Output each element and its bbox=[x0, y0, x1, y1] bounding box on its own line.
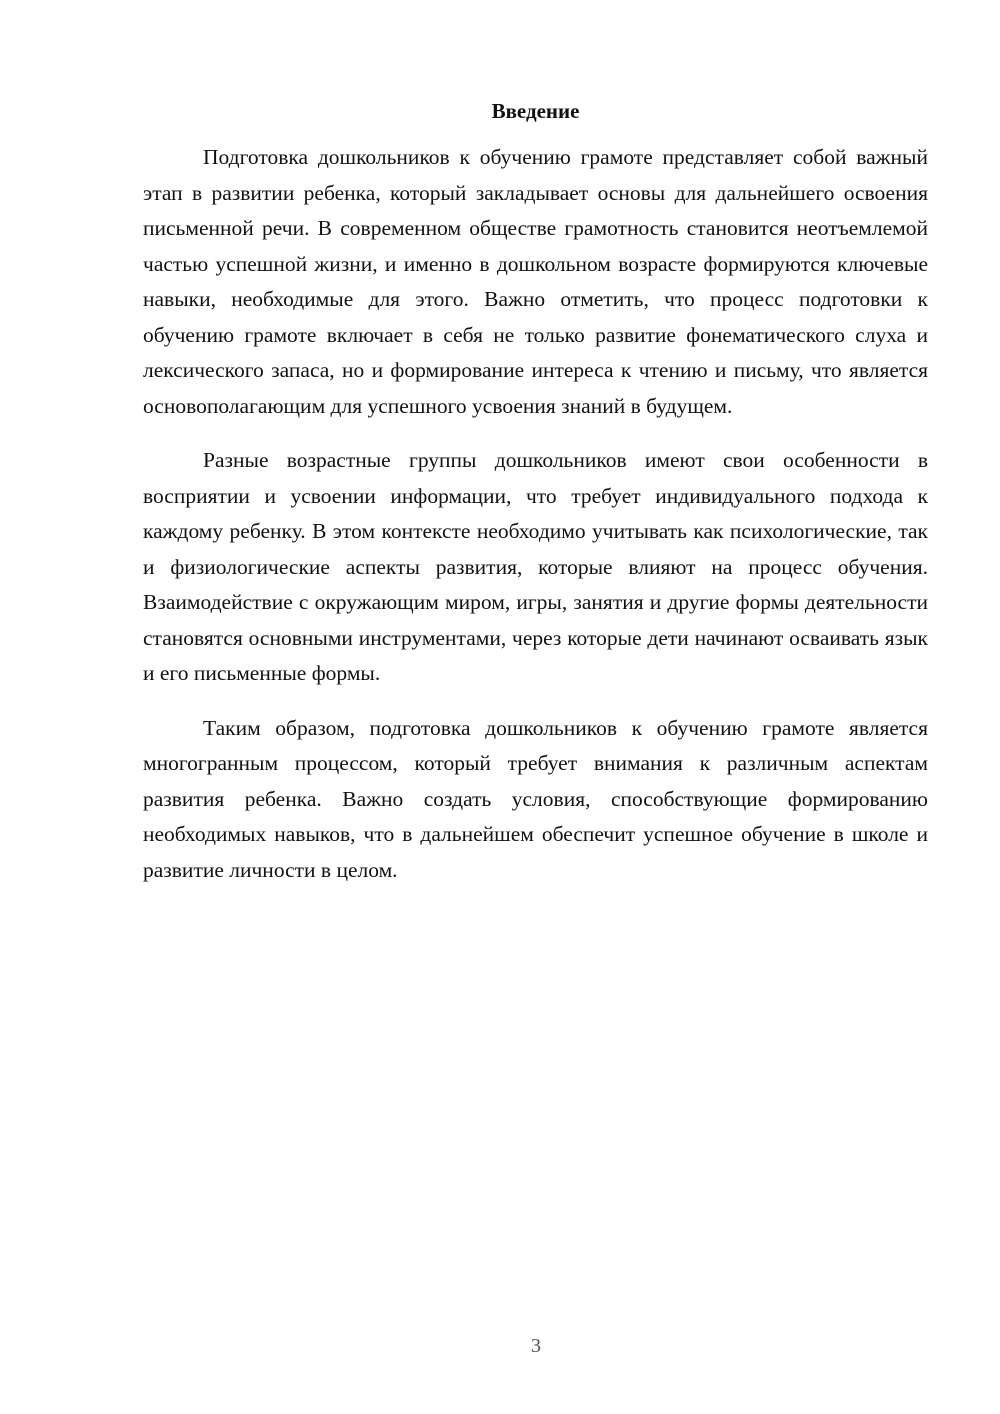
paragraph-3: Таким образом, подготовка дошкольников к обучению грамоте является многогранным процессом, который требует внимания к различным аспектам развития ребенка. Важно создать условия, способствующие формированию необходимых навыков, что в дальнейшем обеспечит успешное обучение в школе и развитие личности в целом. bbox=[143, 715, 928, 882]
section-heading: Введение bbox=[491, 99, 580, 123]
paragraph-1: Подготовка дошкольников к обучению грамоте представляет собой важный этап в развитии ребенка, который закладывает основы для дальнейшего освоения письменной речи. В современном обществе грамотность становится неотъемлемой частью успешной жизни, и именно в дошкольном возрасте формируются ключевые навыки, необходимые для этого. Важно отметить, что процесс подготовки к обучению грамоте включает в себя не только развитие фонематического слуха и лексического запаса, но и формирование интереса к чтению и письму, что является основополагающим для успешного усвоения знаний в будущем. bbox=[143, 145, 928, 418]
page-number: 3 bbox=[531, 1335, 541, 1357]
paragraph-2: Разные возрастные группы дошкольников имеют свои особенности в восприятии и усвоении информации, что требует индивидуального подхода к каждому ребенку. В этом контексте необходимо учитывать как психологические, так и физиологические аспекты развития, которые влияют на процесс обучения. Взаимодействие с окружающим миром, игры, занятия и другие формы деятельности становятся основными инструментами, через которые дети начинают осваивать язык и его письменные формы. bbox=[143, 448, 928, 685]
body-text bbox=[143, 140, 928, 907]
